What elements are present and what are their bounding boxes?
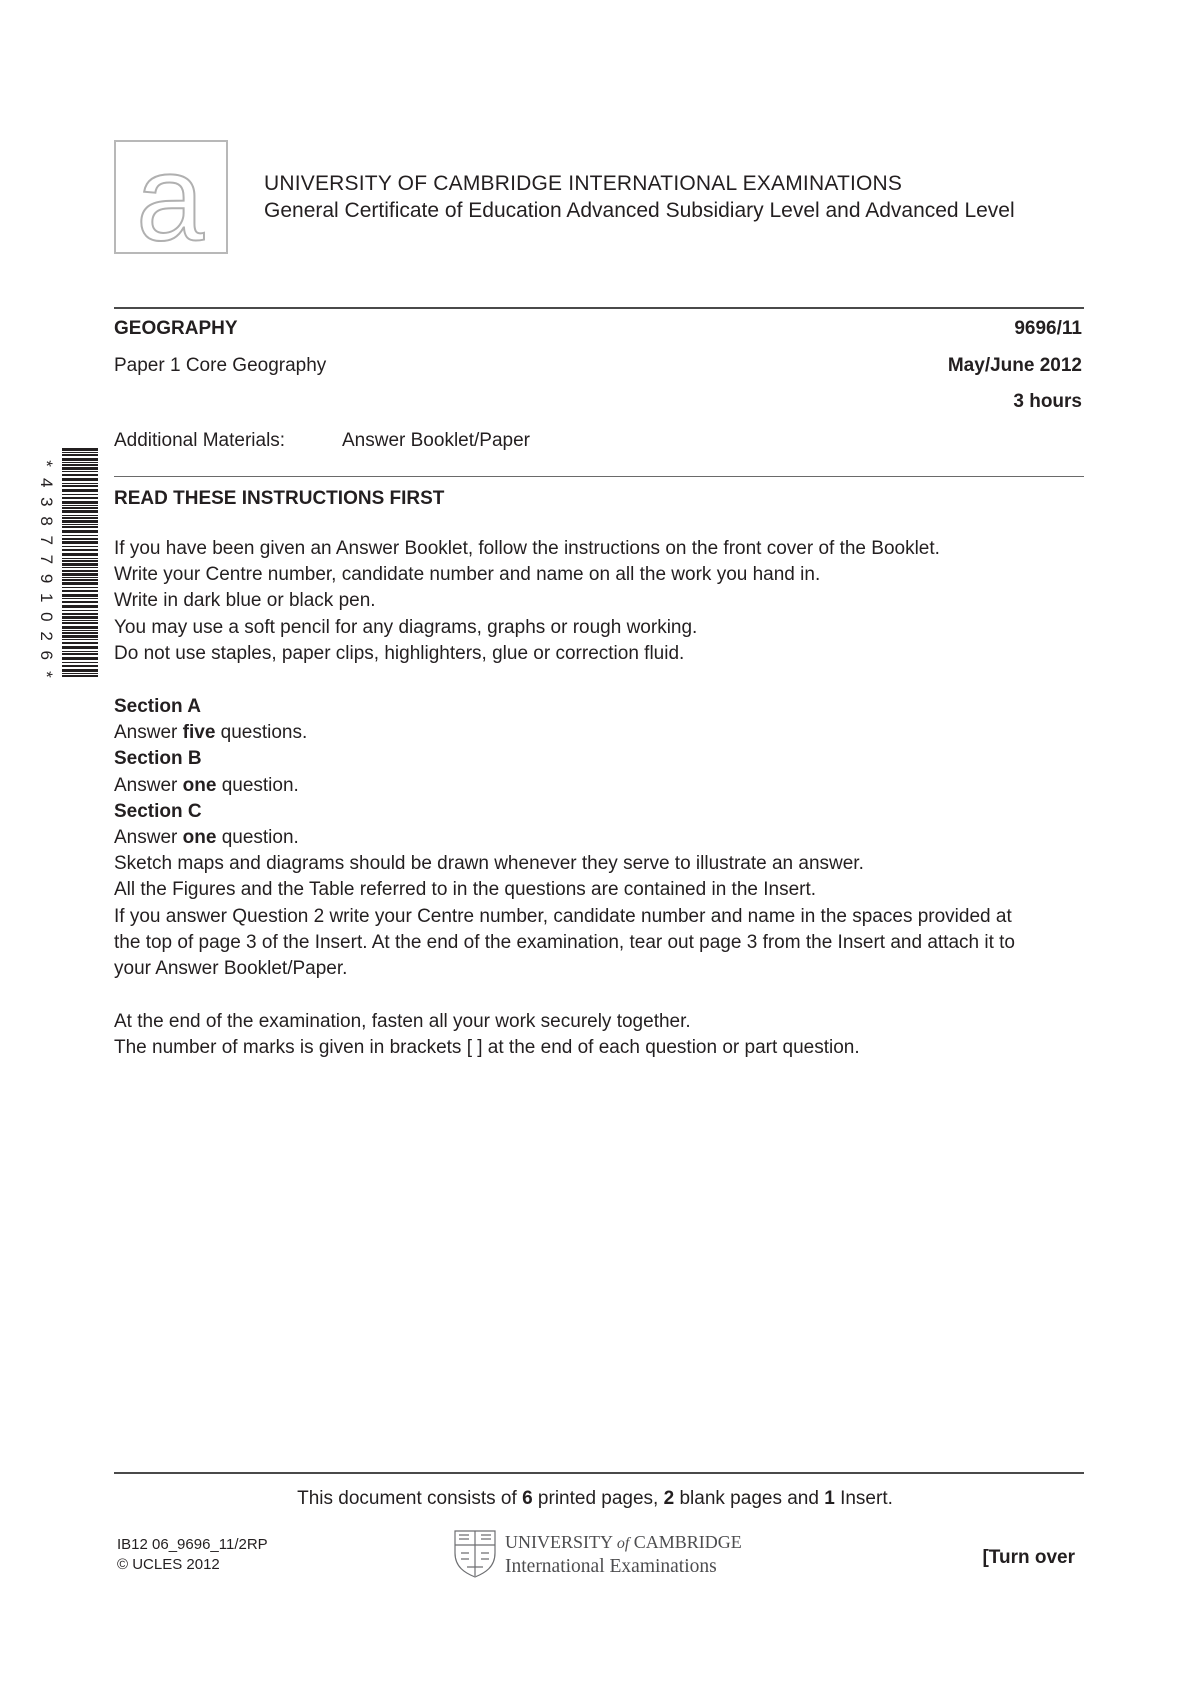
cie-logo (114, 140, 228, 254)
barcode-bar (62, 560, 98, 562)
barcode-bar (62, 462, 98, 463)
barcode-bar (62, 563, 98, 566)
barcode-bar (62, 579, 98, 581)
section-b-rule: Answer one question. (114, 774, 299, 796)
barcode-digit: 1 (38, 593, 56, 603)
barcode-bar (62, 622, 98, 624)
candidate-barcode (38, 448, 100, 678)
svg-text:UNIVERSITY of CAMB: UNIVERSITY of CAMBRIDGE (505, 1532, 742, 1552)
footer-divider (114, 1472, 1084, 1474)
barcode-digit: 0 (38, 612, 56, 622)
barcode-bar (62, 517, 98, 519)
barcode-bar (62, 507, 98, 509)
barcode-bar (62, 464, 98, 466)
barcode-bar (62, 501, 98, 504)
barcode-bar (62, 601, 98, 603)
barcode-bar (62, 526, 98, 528)
materials-value: Answer Booklet/Paper (342, 430, 530, 451)
reference-code: IB12 06_9696_11/2RP (117, 1536, 268, 1553)
barcode-bar (62, 669, 98, 672)
barcode-bar (62, 665, 98, 667)
turn-over: [Turn over (982, 1547, 1075, 1568)
barcode-bar (62, 541, 98, 544)
paper-code: 9696/11 (1014, 318, 1082, 339)
barcode-bar (62, 448, 98, 451)
barcode-bar (62, 616, 98, 619)
barcode-bar (62, 653, 98, 655)
barcode-bar (62, 632, 98, 634)
materials-label: Additional Materials: (114, 430, 286, 451)
section-b-title: Section B (114, 748, 202, 770)
barcode-bar (62, 467, 98, 470)
exam-duration: 3 hours (1013, 391, 1082, 412)
barcode-digit: 2 (38, 631, 56, 641)
closing-line: At the end of the examination, fasten all your work securely together. (114, 1011, 691, 1032)
barcode-bar (62, 549, 98, 551)
institution-name: UNIVERSITY OF CAMBRIDGE INTERNATIONAL EXAMINATIONS (264, 172, 903, 195)
note-line: If you answer Question 2 write your Centre number, candidate number and name in the spaces provided at (114, 905, 1012, 927)
note-line: your Answer Booklet/Paper. (114, 958, 348, 980)
barcode-digit: * (38, 671, 56, 678)
page-count-note: This document consists of 6 printed pages, 2 blank pages and 1 Insert. (297, 1488, 893, 1509)
barcode-bar (62, 553, 98, 556)
barcode-bar (62, 535, 98, 536)
subject-title: GEOGRAPHY (114, 318, 238, 339)
barcode-bar (62, 538, 98, 540)
exam-session: May/June 2012 (947, 355, 1082, 376)
barcode-bar (62, 577, 98, 578)
barcode-digit: 7 (38, 535, 56, 545)
barcode-bar (62, 478, 98, 481)
barcode-bar (62, 515, 98, 516)
instruction-line: If you have been given an Answer Booklet, follow the instructions on the front cover of the Booklet. (114, 538, 940, 559)
barcode-bar (62, 673, 98, 674)
barcode-bar (62, 530, 98, 533)
barcode-bar (62, 485, 98, 487)
barcode-bar (62, 662, 98, 663)
instruction-line: Write in dark blue or black pen. (114, 590, 376, 612)
barcode-bar (62, 639, 98, 640)
barcode-bar (62, 510, 98, 513)
note-line: Sketch maps and diagrams should be drawn whenever they serve to illustrate an answer. (114, 853, 864, 875)
qualification-name: General Certificate of Education Advanced Subsidiary Level and Advanced Level (264, 199, 1015, 222)
note-line: the top of page 3 of the Insert. At the end of the examination, tear out page 3 from the Insert and attach it to (114, 931, 1015, 953)
barcode-bar (62, 605, 98, 608)
svg-text:International Examinations: International Examinations (505, 1556, 717, 1577)
cambridge-wordmark (453, 1529, 753, 1579)
instruction-line: Do not use staples, paper clips, highlighters, glue or correction fluid. (114, 642, 685, 664)
barcode-bar (62, 497, 98, 499)
barcode-bar (62, 505, 98, 506)
barcode-bar (62, 520, 98, 523)
barcode-bar (62, 675, 98, 677)
barcode-bar (62, 613, 98, 615)
top-divider (114, 307, 1084, 309)
barcode-bar (62, 594, 98, 597)
barcode-bar (62, 489, 98, 492)
closing-instructions (114, 1009, 860, 1061)
barcode-bar (62, 598, 98, 599)
barcode-bar (62, 483, 98, 484)
barcode-digit: 3 (38, 497, 56, 507)
cambridge-crest-icon (455, 1531, 495, 1577)
barcode-bar (62, 587, 98, 588)
barcode-digit: 8 (38, 516, 56, 526)
logo-letter: a (136, 142, 204, 252)
barcode-bar (62, 474, 98, 476)
section-a-rule: Answer five questions. (114, 722, 308, 744)
instruction-line: You may use a soft pencil for any diagrams, graphs or rough working. (114, 616, 698, 638)
instruction-line: Write your Centre number, candidate number and name on all the work you hand in. (114, 564, 821, 586)
closing-line: The number of marks is given in brackets [ ] at the end of each question or part question. (114, 1037, 860, 1059)
section-c-rule: Answer one question. (114, 827, 299, 849)
barcode-bar (62, 630, 98, 631)
barcode-bar (62, 546, 98, 547)
barcode-bar (62, 452, 98, 453)
barcode-bar (62, 494, 98, 495)
barcode-bar (62, 610, 98, 611)
instructions-divider (114, 476, 1084, 477)
barcode-digit: 9 (38, 573, 56, 584)
barcode-bar (62, 635, 98, 638)
barcode-bar (62, 454, 98, 456)
note-line: All the Figures and the Table referred to in the questions are contained in the Insert. (114, 879, 817, 901)
footer-codes (117, 1535, 268, 1575)
section-a-title: Section A (114, 696, 201, 717)
copyright-notice: © UCLES 2012 (117, 1556, 220, 1573)
barcode-bar (62, 657, 98, 660)
barcode-bar (62, 651, 98, 652)
section-instructions (114, 694, 1015, 982)
barcode-digit: 6 (38, 650, 56, 660)
barcode-bar (62, 471, 98, 472)
barcode-digit: 7 (38, 554, 56, 565)
barcode-bar (62, 626, 98, 629)
barcode-bar (62, 558, 98, 559)
general-instructions (114, 536, 940, 667)
barcode-bar (62, 570, 98, 572)
barcode-bar (62, 458, 98, 461)
section-c-title: Section C (114, 800, 202, 822)
barcode-bar (62, 582, 98, 585)
barcode-bar (62, 646, 98, 649)
barcode-bar (62, 642, 98, 644)
barcode-bar (62, 590, 98, 592)
barcode-digit: * (38, 460, 56, 467)
barcode-bar (62, 573, 98, 576)
barcode-bar (62, 620, 98, 621)
barcode-digit: 4 (38, 478, 56, 488)
barcode-bar (62, 567, 98, 568)
instructions-heading: READ THESE INSTRUCTIONS FIRST (114, 488, 445, 509)
barcode-bar (62, 524, 98, 525)
paper-title: Paper 1 Core Geography (114, 355, 327, 376)
